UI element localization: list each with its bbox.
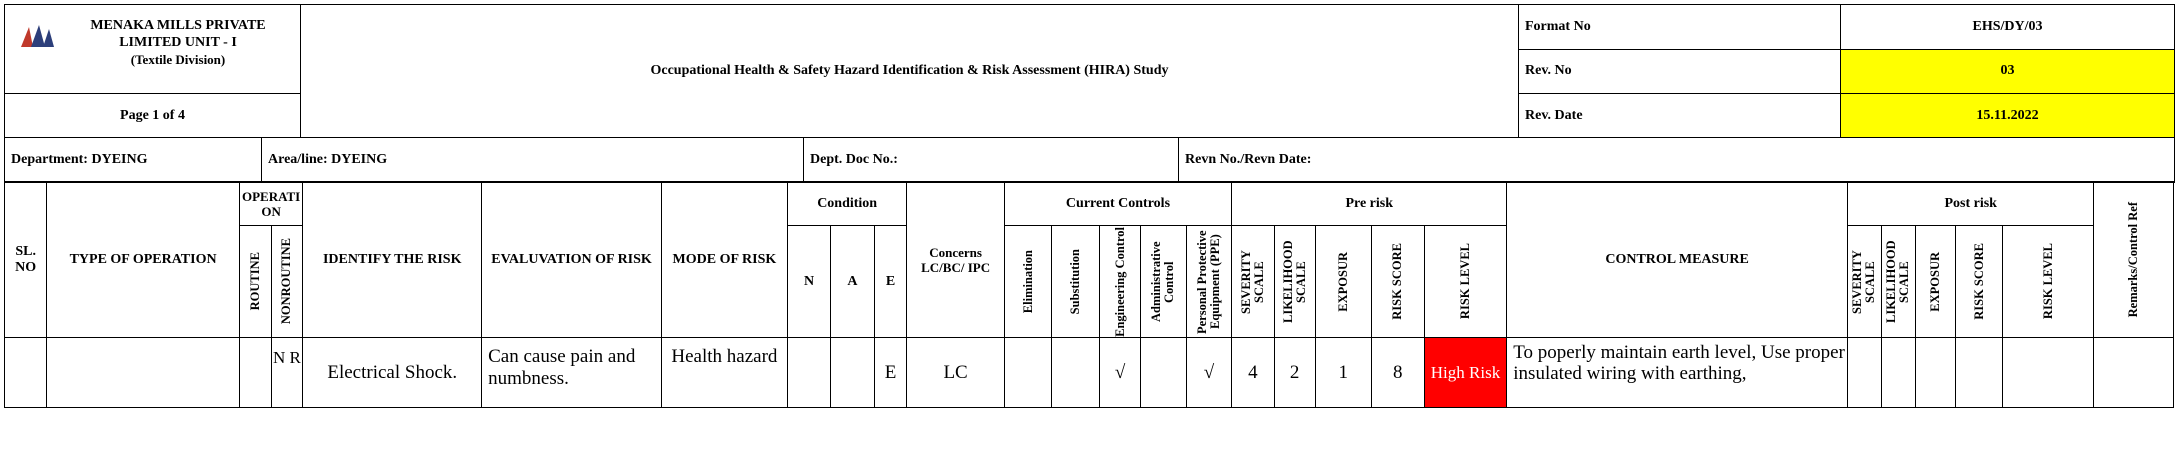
col-post-risk-score: RISK SCORE xyxy=(1971,243,1986,320)
cell-routine xyxy=(239,338,271,408)
col-severity: SEVERITY SCALE xyxy=(1238,249,1266,314)
cell-remarks xyxy=(2094,338,2174,408)
rev-date-label: Rev. Date xyxy=(1519,94,1841,138)
cell-ppe: √ xyxy=(1186,338,1232,408)
col-substitution: Substitution xyxy=(1068,248,1083,315)
cell-post-likelihood xyxy=(1881,338,1915,408)
table-row xyxy=(5,338,2174,408)
company-name: MENAKA MILLS PRIVATE LIMITED UNIT - I xyxy=(90,18,266,50)
col-post-severity: SEVERITY SCALE xyxy=(1850,249,1878,314)
col-control-measure: CONTROL MEASURE xyxy=(1507,182,1848,338)
col-sl-no: SL. NO xyxy=(5,182,47,338)
cell-a xyxy=(831,338,874,408)
rev-no-label: Rev. No xyxy=(1519,49,1841,94)
cell-likelihood: 2 xyxy=(1274,338,1315,408)
col-remarks: Remarks/Control Ref xyxy=(2126,201,2141,318)
area-field: Area/line: DYEING xyxy=(262,137,804,182)
col-elimination: Elimination xyxy=(1020,249,1035,314)
format-no-value: EHS/DY/03 xyxy=(1841,5,2175,50)
cell-engineering: √ xyxy=(1099,338,1140,408)
rev-date-value: 15.11.2022 xyxy=(1841,94,2175,138)
col-a: A xyxy=(831,226,874,338)
col-post-risk: Post risk xyxy=(1847,182,2094,226)
col-risk-score: RISK SCORE xyxy=(1390,243,1405,320)
col-nonroutine: NONROUTINE xyxy=(279,238,294,325)
cell-severity: 4 xyxy=(1232,338,1274,408)
cell-score: 8 xyxy=(1371,338,1424,408)
page-number: Page 1 of 4 xyxy=(5,94,301,138)
company-division: (Textile Division) xyxy=(130,52,226,67)
cell-post-level xyxy=(2003,338,2094,408)
col-risk-level: RISK LEVEL xyxy=(1457,243,1472,320)
cell-elimination xyxy=(1004,338,1052,408)
col-post-likelihood: LIKELIHOOD SCALE xyxy=(1884,240,1912,323)
cell-mode: Health hazard xyxy=(661,338,787,408)
revision-field: Revn No./Revn Date: xyxy=(1179,137,2175,182)
col-post-risk-level: RISK LEVEL xyxy=(2040,243,2055,320)
col-exposur: EXPOSUR xyxy=(1335,251,1350,312)
cell-sl xyxy=(5,338,47,408)
col-likelihood: LIKELIHOOD SCALE xyxy=(1280,240,1308,323)
company-block xyxy=(5,5,301,94)
cell-nonroutine: N R xyxy=(271,338,303,408)
col-concerns: Concerns LC/BC/ IPC xyxy=(907,182,1004,338)
cell-n xyxy=(787,338,830,408)
form-header xyxy=(4,4,2175,138)
col-current-controls: Current Controls xyxy=(1004,182,1231,226)
col-type-of-operation: TYPE OF OPERATION xyxy=(47,182,240,338)
col-routine: ROUTINE xyxy=(247,252,262,311)
col-ppe: Personal Protective Equipment (PPE) xyxy=(1194,229,1222,334)
col-pre-risk: Pre risk xyxy=(1232,182,1507,226)
dept-doc-field: Dept. Doc No.: xyxy=(804,137,1179,182)
document-title: Occupational Health & Safety Hazard Identification & Risk Assessment (HIRA) Study xyxy=(301,5,1519,138)
hira-form xyxy=(4,4,2174,444)
col-condition: Condition xyxy=(787,182,907,226)
cell-identify: Electrical Shock. xyxy=(303,338,482,408)
cell-evaluation: Can cause pain and numbness. xyxy=(482,338,662,408)
col-operation: OPERATI ON xyxy=(239,182,302,226)
col-post-exposur: EXPOSUR xyxy=(1927,251,1942,312)
col-administrative: Administrative Control xyxy=(1149,241,1177,322)
cell-exposure: 1 xyxy=(1315,338,1371,408)
cell-e: E xyxy=(874,338,907,408)
hira-table xyxy=(4,181,2174,408)
cell-post-score xyxy=(1955,338,2003,408)
cell-concerns: LC xyxy=(907,338,1004,408)
col-n: N xyxy=(787,226,830,338)
cell-type xyxy=(47,338,240,408)
cell-post-exposure xyxy=(1915,338,1955,408)
col-mode-risk: MODE OF RISK xyxy=(661,182,787,338)
cell-substitution xyxy=(1052,338,1100,408)
cell-control-measure: To poperly maintain earth level, Use proper insulated wiring with earthing, xyxy=(1507,338,1848,408)
col-evaluation-risk: EVALUVATION OF RISK xyxy=(482,182,662,338)
col-engineering: Engineering Control xyxy=(1112,226,1127,337)
cell-administrative xyxy=(1141,338,1186,408)
format-no-label: Format No xyxy=(1519,5,1841,50)
cell-risk-level: High Risk xyxy=(1424,338,1507,408)
department-row xyxy=(4,137,2175,183)
company-logo-icon xyxy=(19,23,55,47)
cell-post-severity xyxy=(1847,338,1881,408)
rev-no-value: 03 xyxy=(1841,49,2175,94)
department-field: Department: DYEING xyxy=(5,137,262,182)
col-e: E xyxy=(874,226,907,338)
col-identify-risk: IDENTIFY THE RISK xyxy=(303,182,482,338)
